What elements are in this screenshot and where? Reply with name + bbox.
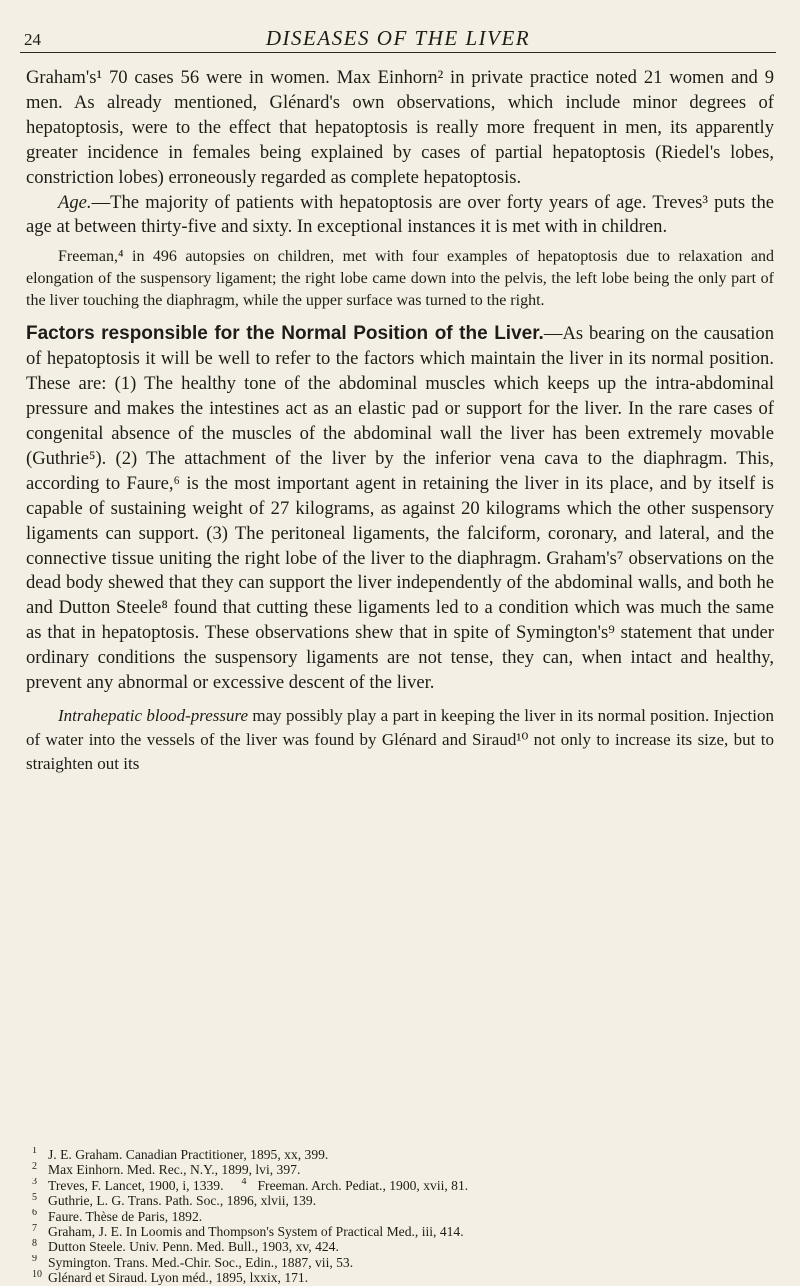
body-text: [26, 66, 774, 776]
footnote-6: 6 Faure. Thèse de Paris, 1892.: [32, 1208, 203, 1224]
paragraph-freeman: Freeman,⁴ in 496 autopsies on children, met with four examples of hepatoptosis due to relaxation and elongation of the suspensory ligament; the right lobe came down into the pelvis, the left lobe being the only part of the liver touching the diaphragm, while the upper surface was turned to the right.: [26, 248, 774, 310]
age-text: —The majority of patients with hepatoptosis are over forty years of age. Treves³ puts the age at between thirty-five and sixty. In exceptional instances it is met with in children.: [26, 191, 774, 238]
intra-label: Intrahepatic blood-pressure: [58, 705, 249, 725]
factors-heading: Factors responsible for the Normal Position of the Liver.: [26, 323, 544, 345]
intra-text: may possibly play a part in keeping the liver in its normal position. Injection of water into the vessels of the liver was found by Glénard and Siraud¹⁰ not only to increase its size, but to straighten out its: [26, 705, 774, 773]
footnote-5: 5 Guthrie, L. G. Trans. Path. Soc., 1896, xlvii, 139.: [32, 1193, 317, 1209]
footnote-9: 9 Symington. Trans. Med.-Chir. Soc., Edin., 1887, vii, 53.: [32, 1254, 354, 1270]
age-label: Age.: [58, 191, 92, 213]
paragraph-intrahepatic: [26, 704, 774, 776]
paragraph-factors: [26, 322, 774, 696]
factors-text: —As bearing on the causation of hepatoptosis it will be well to refer to the factors which maintain the liver in its normal position. These are: (1) The healthy tone of the abdominal muscles which keeps up the intra-abdominal pressure and makes the intestines act as an elastic pad or support for the liver. In the rare cases of congenital absence of the muscles of the abdominal wall the liver has been extremely movable (Guthrie⁵). (2) The attachment of the liver by the inferior vena cava to the diaphragm. This, according to Faure,⁶ is the most important agent in retaining the liver in its place, and by itself is capable of sustaining weight of 27 kilograms, as against 20 kilograms which the other suspensory ligaments can support. (3) The peritoneal ligaments, the falciform, coronary, and lateral, and the connective tissue uniting the right lobe of the liver to the diaphragm. Graham's⁷ observations on the dead body shewed that they can support the liver independently of the abdominal walls, and both he and Dutton Steele⁸ found that cutting these ligaments led to a condition which was much the same as that in hepatoptosis. These observations shew that in spite of Symington's⁹ statement that under ordinary conditions the suspensory ligaments are not tense, they can, when intact and healthy, prevent any abnormal or excessive descent of the liver.: [26, 323, 774, 694]
paragraph-sex-incidence: Graham's¹ 70 cases 56 were in women. Max Einhorn² in private practice noted 21 women and 9 men. As already mentioned, Glénard's own observations, which include minor degrees of hepatoptosis, were to the effect that hepatoptosis is really more frequent in men, its apparently greater incidence in females being explained by cases of partial hepatoptosis (Riedel's lobes, constriction lobes) erroneously regarded as complete hepatoptosis.: [26, 67, 774, 188]
footnote-8: 8 Dutton Steele. Univ. Penn. Med. Bull., 1903, xv, 424.: [32, 1239, 339, 1255]
footnote-2: 2 Max Einhorn. Med. Rec., N.Y., 1899, lvi, 397.: [32, 1162, 301, 1178]
page-header: [20, 24, 776, 53]
footnote-7: 7 Graham, J. E. In Loomis and Thompson's System of Practical Med., iii, 414.: [32, 1224, 464, 1240]
footnote-3-4: 3 Treves, F. Lancet, 1900, i, 1339. 4 Freeman. Arch. Pediat., 1900, xvii, 81.: [32, 1177, 469, 1193]
footnotes: [32, 1147, 772, 1286]
paragraph-age: [26, 191, 774, 241]
footnote-10: 10 Glénard et Siraud. Lyon méd., 1895, lxxix, 171.: [32, 1270, 309, 1286]
page-number: 24: [24, 30, 41, 49]
running-title: DISEASES OF THE LIVER: [265, 26, 531, 50]
footnote-1: 1 J. E. Graham. Canadian Practitioner, 1895, xx, 399.: [32, 1147, 329, 1162]
